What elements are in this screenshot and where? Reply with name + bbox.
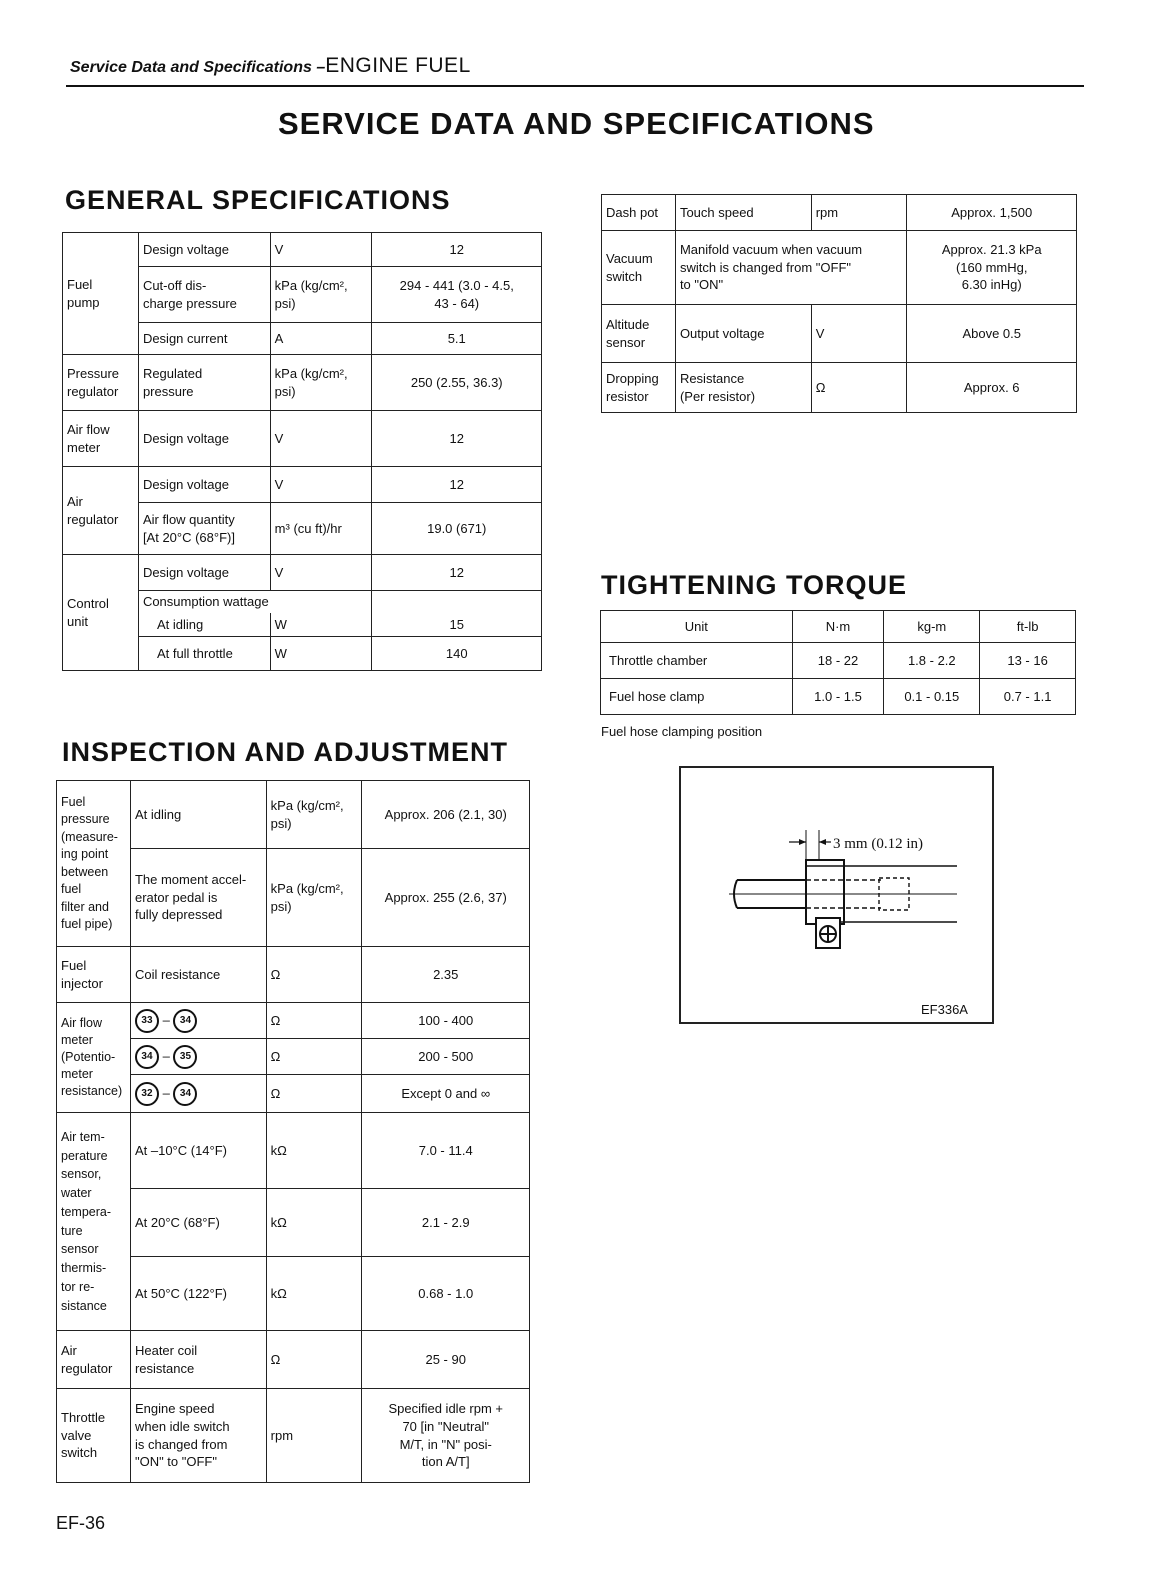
- unit-cell: kPa (kg/cm², psi): [270, 355, 372, 411]
- table-row: [57, 947, 530, 1003]
- terminal-number-icon: 32: [135, 1082, 159, 1106]
- item-cell: Design voltage: [138, 411, 270, 467]
- value-cell: 0.1 - 0.15: [884, 679, 980, 715]
- unit-cell: kΩ: [266, 1189, 362, 1257]
- value-cell: Approx. 255 (2.6, 37): [362, 849, 530, 947]
- page-number: EF-36: [56, 1513, 106, 1533]
- unit-cell: Ω: [266, 1003, 362, 1039]
- table-row: [601, 679, 1076, 715]
- unit-cell: V: [270, 555, 372, 591]
- torque-table: [600, 610, 1076, 715]
- value-cell: 15: [372, 613, 542, 637]
- table-row: [601, 643, 1076, 679]
- table-row: [57, 1113, 530, 1189]
- unit-name-cell: Fuel hose clamp: [601, 679, 793, 715]
- row-label: Air flow meter (Potentio- meter resistance): [57, 1003, 131, 1113]
- clamp-band: [806, 860, 844, 924]
- inspection-title: INSPECTION AND ADJUSTMENT: [62, 737, 509, 767]
- unit-cell: W: [270, 613, 372, 637]
- header-chapter: ENGINE FUEL: [325, 54, 471, 77]
- terminal-number-icon: 34: [135, 1045, 159, 1069]
- item-cell: Touch speed: [675, 195, 811, 231]
- value-cell: 18 - 22: [792, 643, 884, 679]
- terminal-pair: [130, 1003, 266, 1039]
- header-rule: [66, 85, 1084, 87]
- value-cell: 0.7 - 1.1: [980, 679, 1076, 715]
- item-cell: Design voltage: [138, 555, 270, 591]
- row-label: Control unit: [63, 555, 139, 671]
- terminal-dash: –: [162, 1011, 170, 1027]
- dimension-arrowhead-right: [819, 839, 826, 845]
- value-cell: 294 - 441 (3.0 - 4.5, 43 - 64): [372, 267, 542, 323]
- row-label: Vacuum switch: [602, 231, 676, 305]
- row-label: Air regulator: [63, 467, 139, 555]
- row-label: Throttle valve switch: [57, 1389, 131, 1483]
- unit-cell: V: [270, 411, 372, 467]
- value-cell: Above 0.5: [907, 305, 1077, 363]
- value-cell: 250 (2.55, 36.3): [372, 355, 542, 411]
- terminal-pair: [130, 1039, 266, 1075]
- terminal-number-icon: 34: [173, 1082, 197, 1106]
- table-row: [57, 1331, 530, 1389]
- item-cell: The moment accel- erator pedal is fully depressed: [130, 849, 266, 947]
- row-label: Dropping resistor: [602, 363, 676, 413]
- dimension-arrowhead-left: [799, 839, 806, 845]
- value-cell: 100 - 400: [362, 1003, 530, 1039]
- value-cell: 5.1: [372, 323, 542, 355]
- item-cell: At idling: [138, 613, 270, 637]
- table-row: [63, 467, 542, 503]
- row-label: Fuel injector: [57, 947, 131, 1003]
- unit-cell: kPa (kg/cm², psi): [266, 781, 362, 849]
- item-cell: At idling: [130, 781, 266, 849]
- item-cell: Design voltage: [138, 233, 270, 267]
- item-cell: Output voltage: [675, 305, 811, 363]
- item-cell: Regulated pressure: [138, 355, 270, 411]
- hose-clamp-figure: [679, 766, 994, 1024]
- empty-cell: [372, 591, 542, 613]
- unit-name-cell: Throttle chamber: [601, 643, 793, 679]
- unit-cell: V: [270, 467, 372, 503]
- item-cell: Design current: [138, 323, 270, 355]
- general-specs-table: [62, 232, 542, 671]
- item-cell: Air flow quantity [At 20°C (68°F)]: [138, 503, 270, 555]
- value-cell: 12: [372, 233, 542, 267]
- value-cell: Specified idle rpm + 70 [in "Neutral" M/T, in "N" posi- tion A/T]: [362, 1389, 530, 1483]
- header-section: Service Data and Specifications: [70, 59, 312, 76]
- item-cell: Engine speed when idle switch is changed from "ON" to "OFF": [130, 1389, 266, 1483]
- item-cell: Design voltage: [138, 467, 270, 503]
- table-row: [57, 1003, 530, 1039]
- unit-cell: A: [270, 323, 372, 355]
- item-cell: Resistance (Per resistor): [675, 363, 811, 413]
- table-row: [57, 1389, 530, 1483]
- table-row: [602, 305, 1077, 363]
- running-header: [70, 54, 471, 78]
- value-cell: Approx. 6: [907, 363, 1077, 413]
- table-row: [602, 231, 1077, 305]
- value-cell: 0.68 - 1.0: [362, 1257, 530, 1331]
- row-label: Fuel pressure (measure- ing point between fuel filter and fuel pipe): [57, 781, 131, 947]
- value-cell: Approx. 1,500: [907, 195, 1077, 231]
- unit-cell: kPa (kg/cm², psi): [270, 267, 372, 323]
- row-label: Air tem- perature sensor, water tempera- ture sensor thermis- tor re- sistance: [57, 1113, 131, 1331]
- page-title: SERVICE DATA AND SPECIFICATIONS: [278, 106, 875, 141]
- unit-cell: kΩ: [266, 1257, 362, 1331]
- value-cell: 1.0 - 1.5: [792, 679, 884, 715]
- terminal-number-icon: 35: [173, 1045, 197, 1069]
- table-row: [63, 355, 542, 411]
- general-specs-title: GENERAL SPECIFICATIONS: [65, 185, 451, 215]
- unit-cell: m³ (cu ft)/hr: [270, 503, 372, 555]
- terminal-number-icon: 33: [135, 1009, 159, 1033]
- table-row: [602, 363, 1077, 413]
- value-cell: 200 - 500: [362, 1039, 530, 1075]
- unit-cell: Ω: [266, 1331, 362, 1389]
- table-header-row: [601, 611, 1076, 643]
- table-row: [57, 781, 530, 849]
- torque-title: TIGHTENING TORQUE: [601, 570, 908, 600]
- unit-cell: W: [270, 637, 372, 671]
- unit-cell: Ω: [811, 363, 907, 413]
- table-row: [63, 233, 542, 267]
- column-header: N·m: [792, 611, 884, 643]
- value-cell: 25 - 90: [362, 1331, 530, 1389]
- value-cell: 2.1 - 2.9: [362, 1189, 530, 1257]
- value-cell: Approx. 21.3 kPa (160 mmHg, 6.30 inHg): [907, 231, 1077, 305]
- header-dash: –: [311, 59, 326, 76]
- item-cell: At –10°C (14°F): [130, 1113, 266, 1189]
- value-cell: 7.0 - 11.4: [362, 1113, 530, 1189]
- row-label: Fuel pump: [63, 233, 139, 355]
- figure-code: EF336A: [921, 1002, 968, 1017]
- column-header: kg-m: [884, 611, 980, 643]
- unit-cell: Ω: [266, 1075, 362, 1113]
- value-cell: 1.8 - 2.2: [884, 643, 980, 679]
- table-row: [63, 411, 542, 467]
- terminal-dash: –: [162, 1047, 170, 1063]
- value-cell: 12: [372, 555, 542, 591]
- unit-cell: rpm: [811, 195, 907, 231]
- value-cell: Except 0 and ∞: [362, 1075, 530, 1113]
- figure-caption: Fuel hose clamping position: [601, 724, 763, 739]
- consumption-label: Consumption wattage: [138, 591, 372, 613]
- row-label: Air flow meter: [63, 411, 139, 467]
- item-cell: Manifold vacuum when vacuum switch is changed from "OFF" to "ON": [675, 231, 906, 305]
- unit-cell: V: [270, 233, 372, 267]
- value-cell: 13 - 16: [980, 643, 1076, 679]
- item-cell: Cut-off dis- charge pressure: [138, 267, 270, 323]
- row-label: Pressure regulator: [63, 355, 139, 411]
- item-cell: At full throttle: [138, 637, 270, 671]
- inspection-table: [56, 780, 530, 1483]
- value-cell: 12: [372, 467, 542, 503]
- column-header: Unit: [601, 611, 793, 643]
- item-cell: At 20°C (68°F): [130, 1189, 266, 1257]
- value-cell: 2.35: [362, 947, 530, 1003]
- unit-cell: Ω: [266, 1039, 362, 1075]
- item-cell: At 50°C (122°F): [130, 1257, 266, 1331]
- row-label: Dash pot: [602, 195, 676, 231]
- unit-cell: Ω: [266, 947, 362, 1003]
- right-specs-table: [601, 194, 1077, 413]
- unit-cell: V: [811, 305, 907, 363]
- column-header: ft-lb: [980, 611, 1076, 643]
- item-cell: Coil resistance: [130, 947, 266, 1003]
- row-label: Altitude sensor: [602, 305, 676, 363]
- value-cell: 19.0 (671): [372, 503, 542, 555]
- terminal-number-icon: 34: [173, 1009, 197, 1033]
- value-cell: Approx. 206 (2.1, 30): [362, 781, 530, 849]
- unit-cell: rpm: [266, 1389, 362, 1483]
- unit-cell: kPa (kg/cm², psi): [266, 849, 362, 947]
- terminal-dash: –: [162, 1084, 170, 1100]
- terminal-pair: [130, 1075, 266, 1113]
- hose-clamp-diagram: [681, 768, 992, 1022]
- item-cell: Heater coil resistance: [130, 1331, 266, 1389]
- table-row: [602, 195, 1077, 231]
- table-row: [63, 555, 542, 591]
- unit-cell: kΩ: [266, 1113, 362, 1189]
- value-cell: 140: [372, 637, 542, 671]
- value-cell: 12: [372, 411, 542, 467]
- row-label: Air regulator: [57, 1331, 131, 1389]
- dimension-label: 3 mm (0.12 in): [833, 836, 923, 852]
